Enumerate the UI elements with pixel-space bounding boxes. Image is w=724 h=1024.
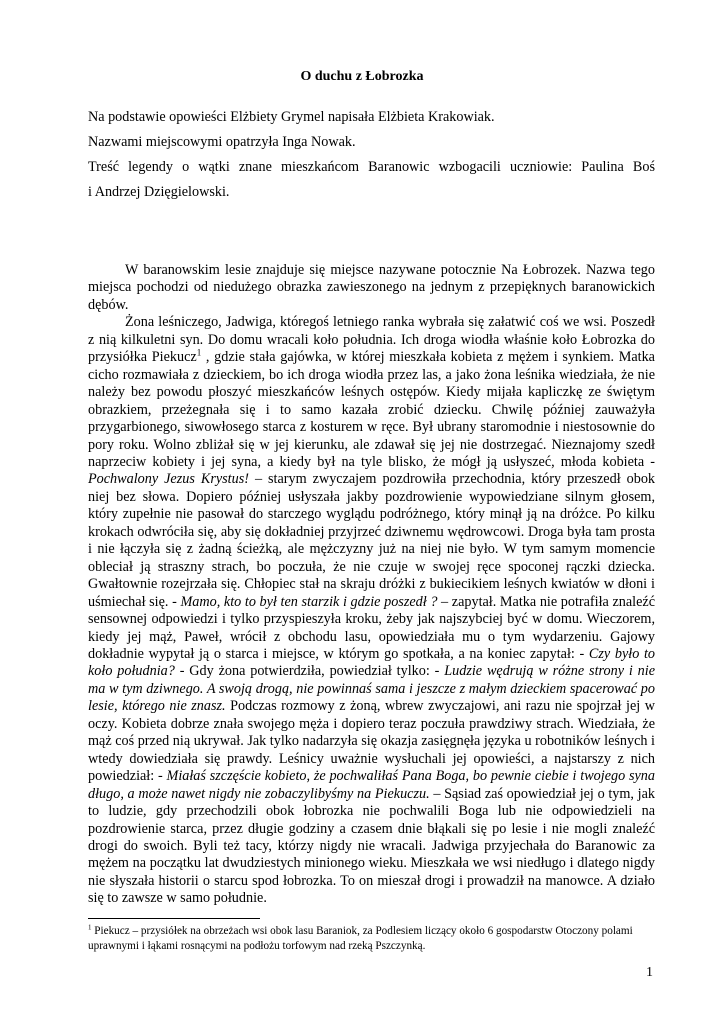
legend-body [88, 262, 655, 908]
gamekeeper-answer-quote: Ludzie wędrują w różne strony i nie ma w tym dziwnego. A swoją drogą, nie powinnaś sama i jeszcze z małym dzieckiem spacerować po lesie, którego nie znasz. [88, 663, 655, 715]
paragraph-2-text-f: Podczas rozmowy z żoną, wbrew zwyczajowi, ani razu nie spojrzał jej w oczy. Kobieta dobrze znała swojego męża i dopiero teraz poczuła prawdziwy strach. Wiedziała, że mąż coś przed nią ukrywał. Jak tylko nadarzyła się okazja zasięgnęła języka u robotników leśnych i wtedy dowiedziała się prawdy. Leśnicy uważnie wysłuchali jej opowieści, a najstarszy z nich powiedział: - [88, 698, 655, 785]
footnote-text: Piekucz – przysiółek na obrzeżach wsi obok lasu Baraniok, za Podlesiem liczący około 6 gospodarstw Otoczony polami uprawnymi i łąkami rosnącymi na podłożu torfowym nad rzeką Pszczynką. [88, 925, 633, 952]
forester-quote: Miałaś szczęście kobieto, że pochwaliłaś Pana Boga, bo pewnie ciebie i twojego syna długo, a może nawet nigdy nie zobaczylibyśmy na Piekuczu. [88, 768, 655, 802]
page-number: 1 [646, 965, 653, 980]
paragraph-2-text-c: – starym zwyczajem pozdrowiła przechodnia, który przeszedł obok niej bez słowa. Dopiero później usłyszała jakby pozdrowienie wypowiedziane silnym głosem, który zupełnie nie pasował do starczego wyglądu podróżnego, który minął ją na dróżce. Po kilku krokach odwróciła się, aby się dokładniej przyjrzeć dziwnemu wędrowcowi. Droga była tam prosta i nie łączyła się z żadną ścieżką, ale mężczyzny już na niej nie było. W tym samym momencie obleciał ją straszny strach, bo poczuła, że nie czuje w swojej ręce spoconej rączki dziecka. Gwałtownie rozejrzała się. Chłopiec stał na skraju dróżki z bukiecikiem leśnych kwiatów w dłoni i uśmiechał się. - [88, 471, 656, 610]
child-question-quote: Mamo, kto to był ten starzik i gdzie poszedł ? [180, 593, 438, 610]
footnote-marker: 1 [88, 923, 92, 932]
intro-author-line: Na podstawie opowieści Elżbiety Grymel napisała Elżbieta Krakowiak. [88, 109, 495, 125]
paragraph-2-text-e: - Gdy żona potwierdziła, powiedział tylko: - [174, 663, 445, 680]
paragraph-2-text-b: , gdzie stała gajówka, w której mieszkała kobieta z mężem i synkiem. Matka cicho rozmawiała z dzieckiem, bo ich droga wiodła przez las, a jako żona leśnika wiedziała, że nie należy bez powodu płoszyć mieszkańców leśnych ostępów. Kiedy mijała kapliczkę ze świętym obrazkiem, przeżegnała się i to samo kazała zrobić dziecku. Chwilę później zauważyła przygarbionego, siwowłosego starca z kosturem w ręce. Był ubrany staromodnie i niestosownie do pory roku. Wolno zbliżał się w jej kierunku, ale zdawał się jej nie dostrzegać. Nieznajomy szedł naprzeciw kobiety i jej syna, a kiedy był na tyle blisko, że mógł ją usłyszeć, młoda kobieta - [88, 349, 655, 470]
paragraph-2 [88, 314, 655, 907]
intro-names-line: Nazwami miejscowymi opatrzyła Inga Nowak. [88, 134, 356, 150]
footnote-reference[interactable]: 1 [196, 347, 202, 358]
intro-contributors-line: Treść legendy o wątki znane mieszkańcom Baranowic wzbogacili uczniowie: Paulina Boś [88, 159, 655, 175]
greeting-quote: Pochwalony Jezus Krystus! [88, 471, 249, 488]
gamekeeper-question-quote: Czy było to koło południa? [88, 645, 655, 680]
paragraph-2-text-a: Żona leśniczego, Jadwiga, któregoś letniego ranka wybrała się załatwić coś we wsi. Poszedł z nią kilkuletni syn. Do domu wracali koło południa. Ich droga wiodła właśnie koło Łobrozka do przysiółka Piekucz [88, 314, 655, 366]
paragraph-2-text-g: – Sąsiad zaś opowiedział jej o tym, jak to ludzie, gdy przechodzili obok łobrozka nie pochwalili Boga lub nie odpowiedzieli na pozdrowienie starca, przez długie godziny a czasem dnie błąkali się po lesie i nie mogli znaleźć drogi do swoich. Byli też tacy, którzy nigdy nie wracali. Jadwiga przyjechała do Baranowic za mężem na początku lat dwudziestych minionego wieku. Mieszkała we wsi niedługo i dlatego nigdy nie słyszała historii o starcu spod łobrozka. To on mieszał drogi i prowadził na manowce. A działo się to zawsze w samo południe. [88, 785, 655, 907]
document-title: O duchu z Łobrozka [300, 69, 424, 84]
intro-contributors-line-cont: i Andrzej Dzięgielowski. [88, 184, 230, 200]
footnote [88, 924, 655, 954]
footnote-separator [88, 918, 260, 919]
paragraph-1: W baranowskim lesie znajduje się miejsce nazywane potocznie Na Łobrozek. Nazwa tego miejsca pochodzi od niedużego obrazka zawieszonego na jednym z przepięknych baranowickich dębów. [88, 262, 655, 313]
paragraph-2-text-d: – zapytał. Matka nie potrafiła znaleźć sensownej odpowiedzi i tylko przyspieszyła kroku, żeby jak najszybciej być w domu. Wieczorem, kiedy jej mąż, Paweł, wrócił z obchodu lasu, opowiedziała mu o tym wydarzeniu. Gajowy dokładnie wypytał ją o starca i miejsce, w którym go spotkała, a na koniec zapytał: - [88, 593, 655, 662]
